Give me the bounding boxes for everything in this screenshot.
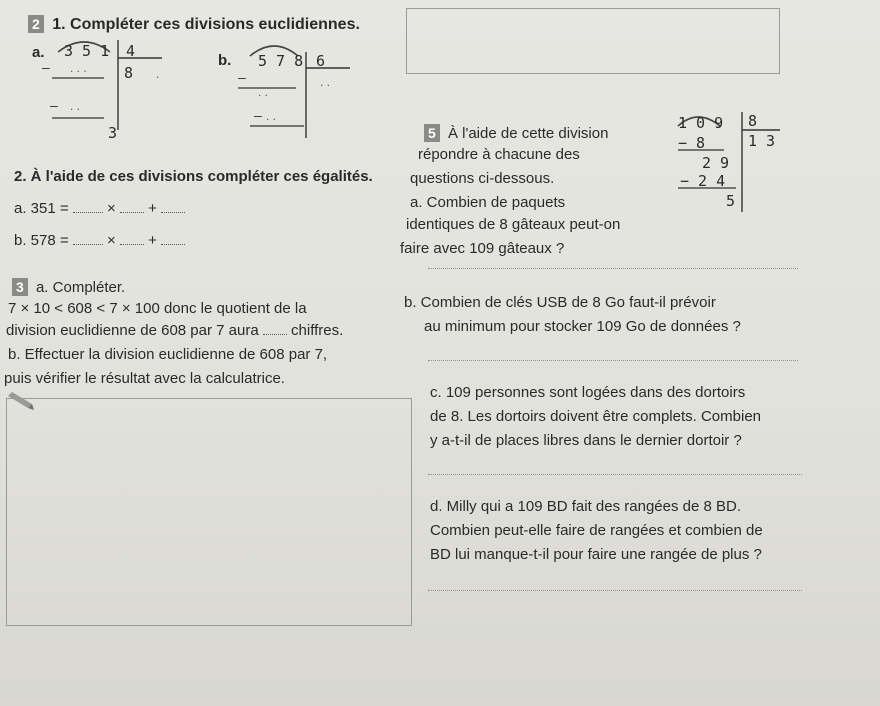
equality-a xyxy=(14,200,185,217)
blank-dots: . . xyxy=(266,109,277,123)
question-5c-line2: de 8. Les dortoirs doivent être complets. Combien xyxy=(430,408,762,425)
exercise-badge: 2 xyxy=(28,15,44,33)
exercise-5-intro-3: questions ci-dessous. xyxy=(410,170,555,187)
blank-dots: . . . xyxy=(70,61,87,75)
division-a-remainder: 3 xyxy=(108,124,118,142)
division-b-dividend: 5 7 8 xyxy=(258,52,304,70)
division-109-quotient: 1 3 xyxy=(748,132,776,150)
question-2-title: 2. À l'aide de ces divisions compléter ces égalités. xyxy=(14,168,373,185)
division-109-sub2: − 2 4 xyxy=(680,172,726,190)
division-109-remainder: 5 xyxy=(726,192,736,210)
line2-text: division euclidienne de 608 par 7 aura xyxy=(6,322,259,339)
question-5a-line1: a. Combien de paquets xyxy=(410,194,566,211)
blank-field[interactable] xyxy=(161,232,185,245)
division-b-label: b. xyxy=(218,52,232,69)
question-5c-line3: y a-t-il de places libres dans le dernier dortoir ? xyxy=(430,432,742,449)
times-sign: × xyxy=(106,232,116,249)
question-1-title: 1. Compléter ces divisions euclidiennes. xyxy=(52,16,360,33)
blank-field[interactable] xyxy=(161,200,185,213)
exercise-3b-line1: b. Effectuer la division euclidienne de 608 par 7, xyxy=(8,346,328,363)
blank-field[interactable] xyxy=(263,322,287,335)
question-5d-line3: BD lui manque-t-il pour faire une rangée de plus ? xyxy=(430,546,762,563)
minus-sign: – xyxy=(50,97,58,113)
answer-box-3b[interactable] xyxy=(6,398,412,626)
division-109-divisor: 8 xyxy=(748,112,758,130)
division-a-divisor: 4 xyxy=(126,42,136,60)
question-5a-line3: faire avec 109 gâteaux ? xyxy=(400,240,565,257)
blank-field[interactable] xyxy=(120,200,144,213)
question-5a-line2: identiques de 8 gâteaux peut-on xyxy=(406,216,621,233)
answer-line-5a[interactable] xyxy=(428,268,798,269)
equality-b-label: b. 578 = xyxy=(14,232,69,249)
question-5b-line2: au minimum pour stocker 109 Go de données ? xyxy=(424,318,741,335)
division-109-r1: 2 9 xyxy=(702,154,730,172)
exercise-3b-line2: puis vérifier le résultat avec la calculatrice. xyxy=(4,370,285,387)
exercise-5-intro-1 xyxy=(424,124,608,142)
division-b-divisor: 6 xyxy=(316,52,326,70)
exercise-badge: 5 xyxy=(424,124,440,142)
question-3a-title: a. Compléter. xyxy=(35,279,126,296)
division-a-quotient: 8 xyxy=(124,64,134,82)
question-5d-line1: d. Milly qui a 109 BD fait des rangées de 8 BD. xyxy=(430,498,742,515)
blank-field[interactable] xyxy=(73,200,103,213)
answer-line-5d[interactable] xyxy=(428,590,802,591)
answer-line-5c[interactable] xyxy=(428,474,802,475)
minus-sign: – xyxy=(254,107,262,123)
exercise-3-line2 xyxy=(6,322,343,339)
answer-line-5b[interactable] xyxy=(428,360,798,361)
blank-field[interactable] xyxy=(73,232,103,245)
plus-sign: + xyxy=(148,200,157,217)
exercise-5-intro-2: répondre à chacune des xyxy=(418,146,580,163)
equality-b xyxy=(14,232,185,249)
exercise-badge: 3 xyxy=(12,278,28,296)
division-a-label: a. xyxy=(32,44,45,61)
plus-sign: + xyxy=(148,232,157,249)
line2-end: chiffres. xyxy=(291,322,344,339)
equality-a-label: a. 351 = xyxy=(14,200,69,217)
exercise-3-title xyxy=(12,278,125,296)
question-5b-line1: b. Combien de clés USB de 8 Go faut-il prévoir xyxy=(404,294,716,311)
question-5c-line1: c. 109 personnes sont logées dans des dortoirs xyxy=(430,384,746,401)
division-109-dividend: 1 0 9 xyxy=(678,114,724,132)
division-109-sub1: − 8 xyxy=(678,134,706,152)
times-sign: × xyxy=(106,200,116,217)
blank-dots: . . xyxy=(70,99,81,113)
blank-dots: . xyxy=(156,67,160,81)
intro-text: À l'aide de cette division xyxy=(447,125,609,142)
minus-sign: – xyxy=(42,59,50,75)
blank-dots: . . xyxy=(258,85,269,99)
answer-box-top[interactable] xyxy=(406,8,780,74)
question-5d-line2: Combien peut-elle faire de rangées et combien de xyxy=(430,522,763,539)
exercise-3-line1: 7 × 10 < 608 < 7 × 100 donc le quotient de la xyxy=(8,300,307,317)
blank-dots: . . xyxy=(320,75,331,89)
minus-sign: – xyxy=(238,69,246,85)
division-b-grid xyxy=(230,30,360,145)
division-a-dividend: 3 5 1 xyxy=(64,42,110,60)
blank-field[interactable] xyxy=(120,232,144,245)
